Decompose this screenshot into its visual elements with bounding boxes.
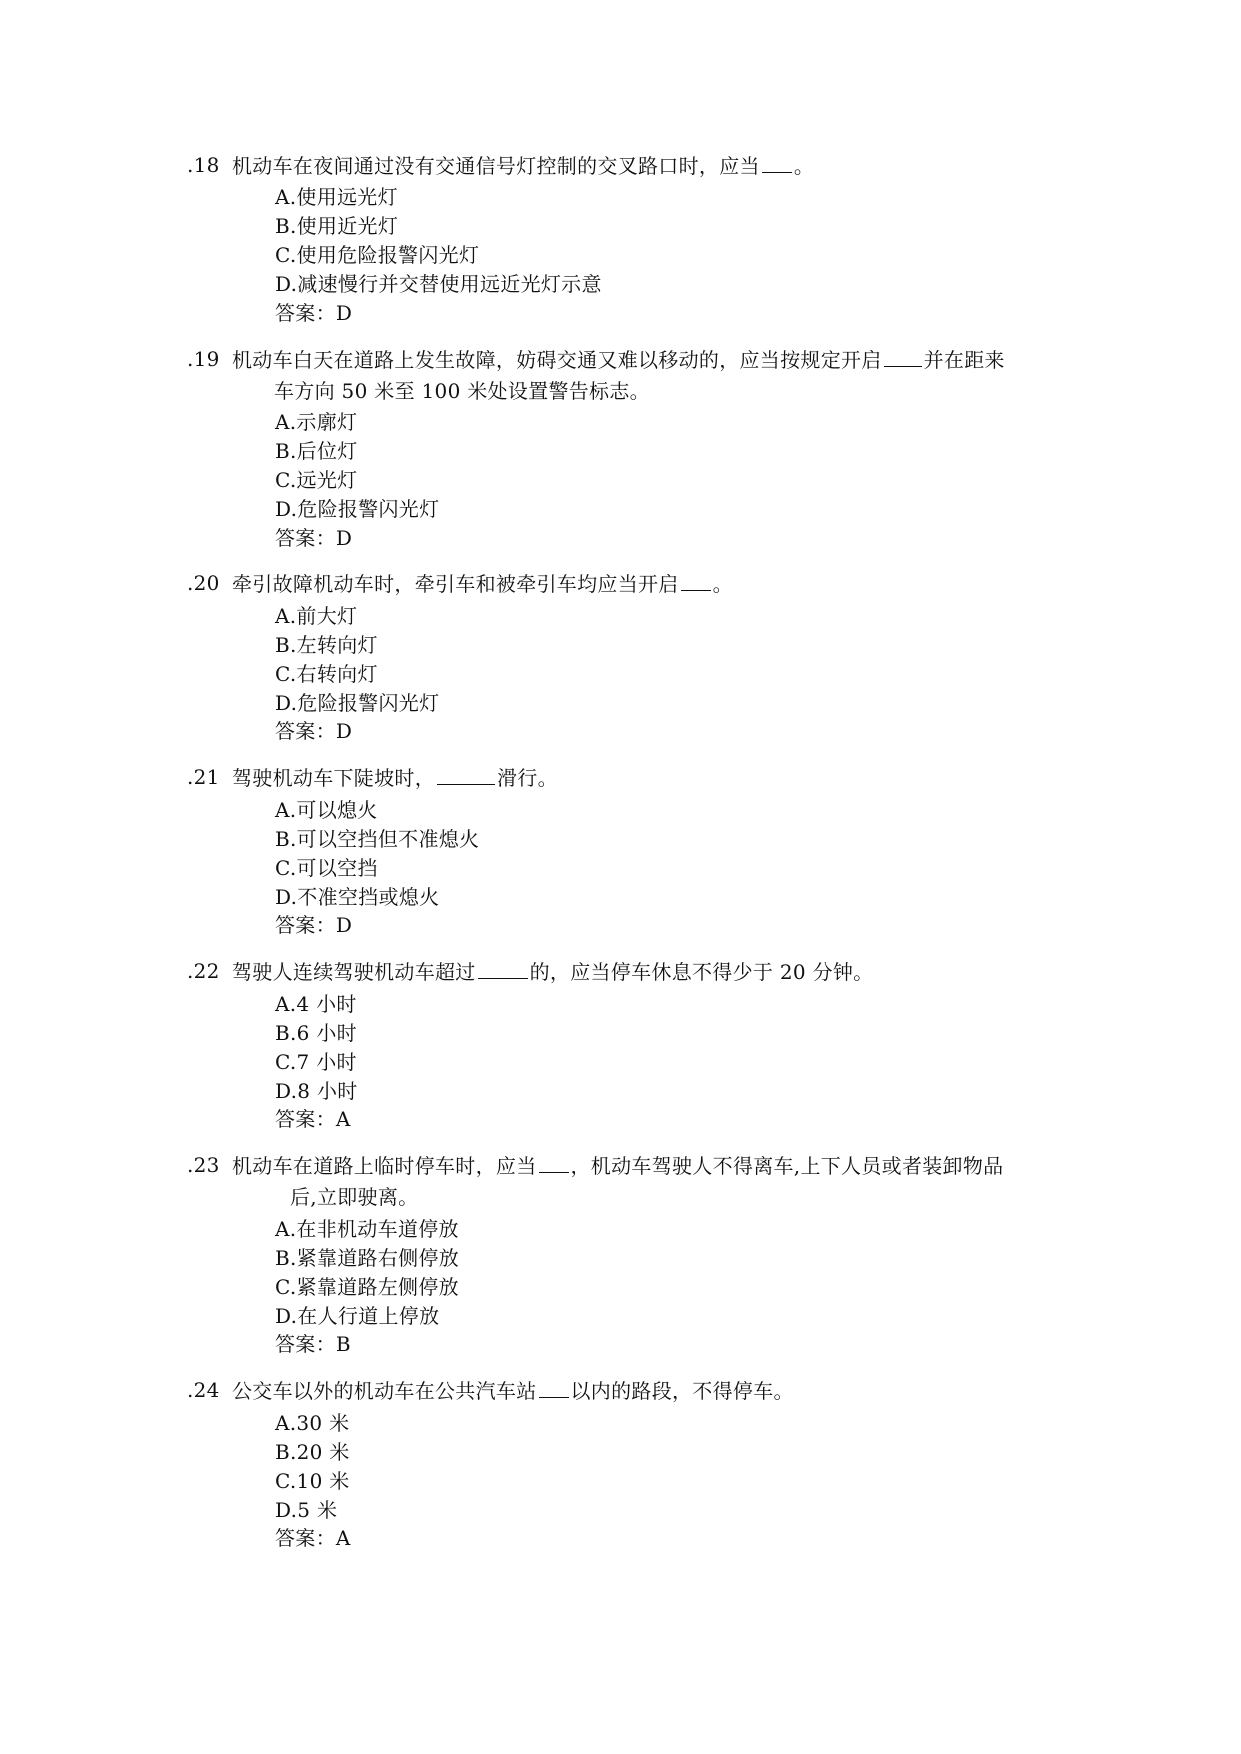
option: C.远光灯 — [275, 468, 358, 492]
option: B.后位灯 — [275, 439, 358, 463]
question-number: .20 — [187, 571, 220, 595]
answer-blank — [539, 1152, 569, 1173]
answer-blank — [478, 958, 528, 979]
option: A.使用远光灯 — [275, 185, 398, 209]
answer-text: 答案：D — [275, 526, 353, 550]
question-text-continued: 后,立即驶离。 — [290, 1185, 419, 1209]
option: B.使用近光灯 — [275, 214, 399, 238]
question-number: .22 — [187, 959, 220, 983]
option: D.危险报警闪光灯 — [275, 691, 440, 715]
option: D.危险报警闪光灯 — [275, 497, 440, 521]
option: C.可以空挡 — [275, 856, 378, 880]
option: C.紧靠道路左侧停放 — [275, 1275, 459, 1299]
question-text: 牵引故障机动车时，牵引车和被牵引车均应当开启 。 — [232, 572, 733, 596]
answer-blank — [539, 1377, 569, 1398]
option: B.左转向灯 — [275, 633, 378, 657]
option: C.使用危险报警闪光灯 — [275, 243, 480, 267]
option: D.8 小时 — [275, 1079, 358, 1103]
answer-blank — [681, 570, 711, 591]
answer-text: 答案：D — [275, 301, 353, 325]
option: A.示廓灯 — [275, 410, 358, 434]
question-number: .19 — [187, 347, 220, 371]
option: C.10 米 — [275, 1469, 350, 1493]
option: C.7 小时 — [275, 1050, 357, 1074]
option: C.右转向灯 — [275, 662, 378, 686]
option: A.4 小时 — [275, 992, 357, 1016]
option: D.减速慢行并交替使用远近光灯示意 — [275, 272, 602, 296]
answer-text: 答案：D — [275, 913, 353, 937]
question-text: 驾驶人连续驾驶机动车超过 的，应当停车休息不得少于 20 分钟。 — [232, 960, 874, 984]
question-text: 公交车以外的机动车在公共汽车站 以内的路段，不得停车。 — [232, 1379, 794, 1403]
option: B.紧靠道路右侧停放 — [275, 1246, 460, 1270]
answer-text: 答案：D — [275, 719, 353, 743]
option: A.30 米 — [275, 1411, 350, 1435]
option: B.6 小时 — [275, 1021, 357, 1045]
question-text: 机动车在道路上临时停车时，应当 ，机动车驾驶人不得离车,上下人员或者装卸物品 — [232, 1154, 1004, 1178]
answer-text: 答案：B — [275, 1332, 351, 1356]
option: A.在非机动车道停放 — [275, 1217, 459, 1241]
question-number: .21 — [187, 765, 220, 789]
answer-blank — [762, 152, 792, 173]
option: D.不准空挡或熄火 — [275, 885, 440, 909]
answer-blank — [884, 346, 922, 367]
question-number: .18 — [187, 153, 220, 177]
option: D.在人行道上停放 — [275, 1304, 440, 1328]
answer-text: 答案：A — [275, 1107, 351, 1131]
answer-text: 答案：A — [275, 1526, 351, 1550]
question-number: .24 — [187, 1378, 220, 1402]
question-text-continued: 车方向 50 米至 100 米处设置警告标志。 — [274, 379, 650, 403]
question-number: .23 — [187, 1153, 220, 1177]
option: B.可以空挡但不准熄火 — [275, 827, 480, 851]
question-text: 机动车白天在道路上发生故障，妨碍交通又难以移动的，应当按规定开启 并在距来 — [232, 348, 1005, 372]
option: A.可以熄火 — [275, 798, 378, 822]
answer-blank — [437, 764, 495, 785]
option: D.5 米 — [275, 1498, 338, 1522]
question-text: 机动车在夜间通过没有交通信号灯控制的交叉路口时，应当 。 — [232, 154, 815, 178]
option: A.前大灯 — [275, 604, 358, 628]
option: B.20 米 — [275, 1440, 350, 1464]
question-text: 驾驶机动车下陡坡时， 滑行。 — [232, 766, 558, 790]
